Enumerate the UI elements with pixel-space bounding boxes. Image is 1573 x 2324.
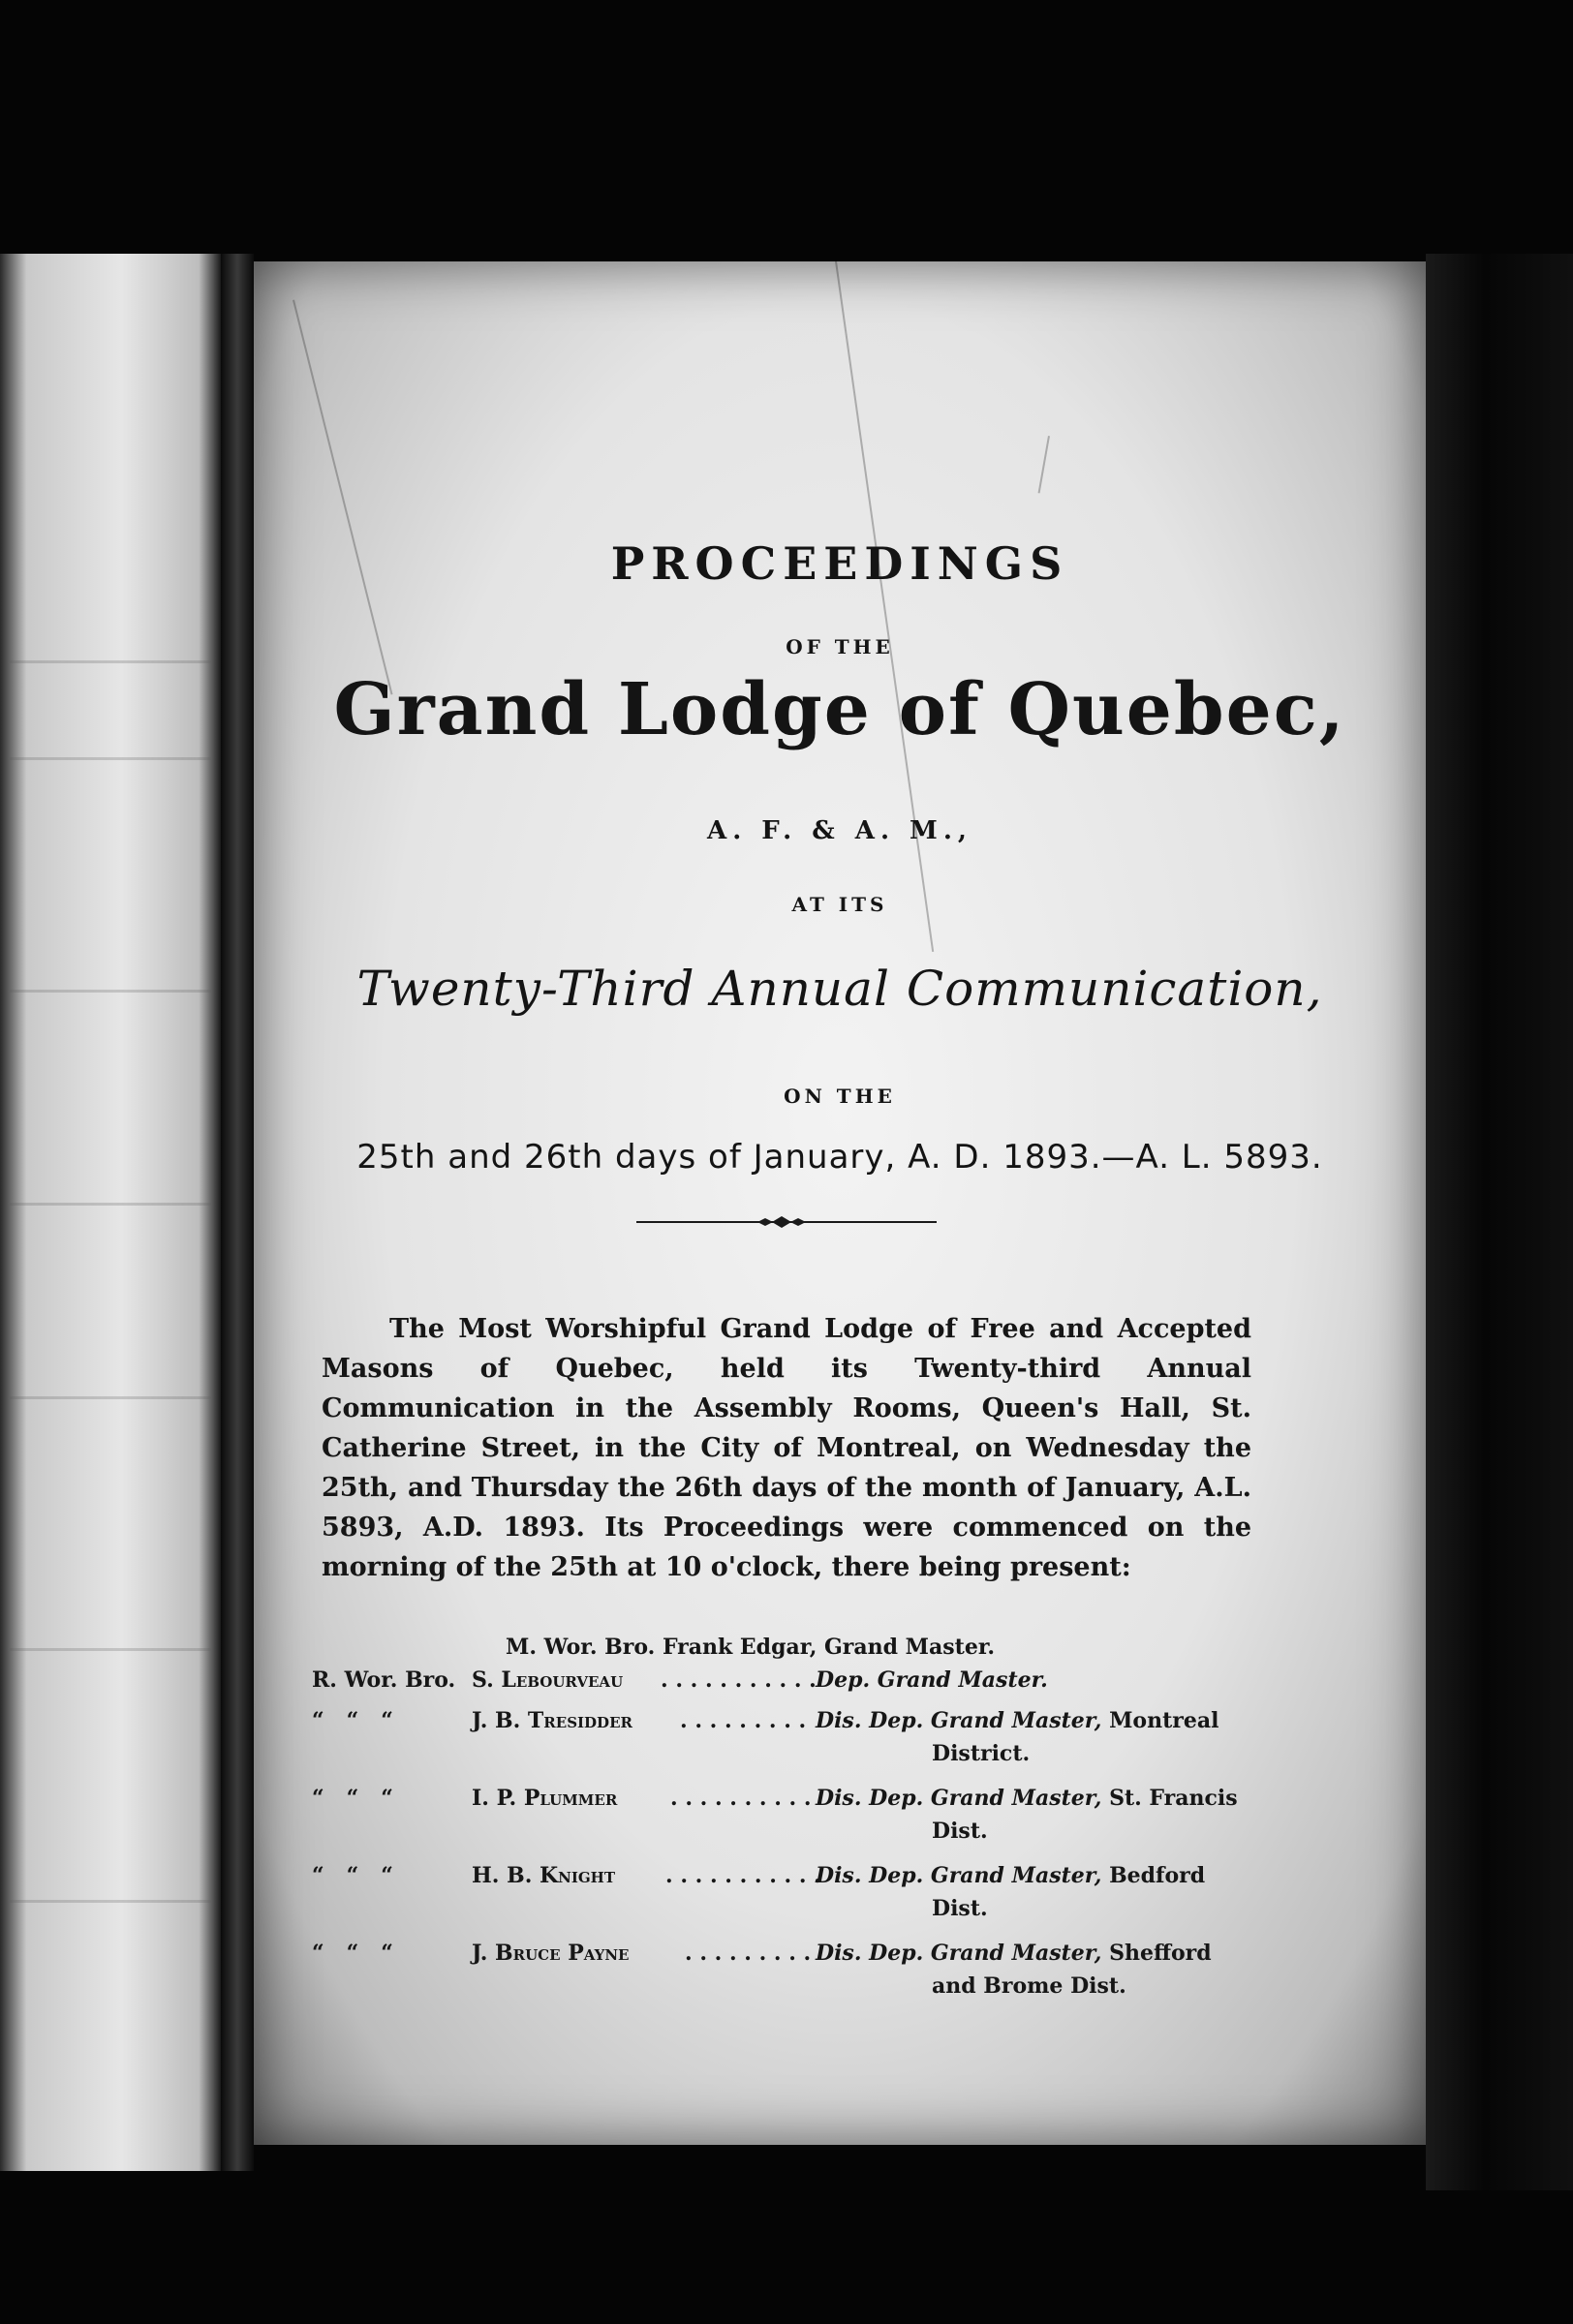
officer-prefix: R. Wor. Bro. bbox=[312, 1667, 456, 1693]
heading-grand-lodge: Grand Lodge of Quebec, bbox=[333, 668, 1346, 751]
officer-name: I. P. Plummer bbox=[472, 1786, 618, 1811]
officers-list bbox=[312, 1635, 1280, 2018]
officer-office-continued: Dist. bbox=[932, 1819, 988, 1844]
officer-name: J. B. Tresidder bbox=[472, 1708, 632, 1733]
officer-row: “ “ “ H. B. Knight . . . . . . . . . . . Dis. Dep. Grand Master, Bedford Dist. bbox=[312, 1863, 1206, 1921]
body-paragraph-text: The Most Worshipful Grand Lodge of Free and Accepted Masons of Quebec, held its Twenty-third Annual Communication in the Assembly Rooms, Queen's Hall, St. Catherine Street, in the City of Montreal, on Wednesday the 25th, and Thursday the 26th days of the month of January, A.L. 5893, A.D. 1893. Its Proceedings were commenced on the morning of the 25th at 10 o'clock, there being present: bbox=[322, 1314, 1251, 1582]
body-paragraph bbox=[322, 1309, 1251, 1587]
officer-office-continued: District. bbox=[932, 1741, 1031, 1766]
document-page bbox=[254, 261, 1426, 2145]
officer-grand-master-text: M. Wor. Bro. Frank Edgar, Grand Master. bbox=[506, 1635, 996, 1660]
heading-communication: Twenty-Third Annual Communication, bbox=[356, 961, 1323, 1017]
heading-on-the: ON THE bbox=[784, 1085, 896, 1108]
heading-dates: 25th and 26th days of January, A. D. 1893.—A. L. 5893. bbox=[356, 1138, 1323, 1177]
heading-of-the: OF THE bbox=[786, 635, 894, 658]
officer-office: Dis. Dep. Grand Master, Bedford bbox=[816, 1863, 1206, 1888]
heading-proceedings: PROCEEDINGS bbox=[610, 537, 1069, 590]
heading-at-its: AT ITS bbox=[791, 893, 888, 916]
book-edge bbox=[1426, 254, 1573, 2190]
page-gutter bbox=[221, 254, 254, 2171]
officer-office: Dis. Dep. Grand Master, Shefford bbox=[816, 1941, 1212, 1966]
officer-office-continued: and Brome Dist. bbox=[932, 1973, 1126, 1999]
heading-rite: A. F. & A. M., bbox=[707, 816, 972, 845]
officer-name: J. Bruce Payne bbox=[472, 1941, 630, 1966]
officer-prefix: “ “ “ bbox=[312, 1863, 393, 1888]
officer-grand-master bbox=[312, 1635, 1280, 1667]
ornament-rule-icon bbox=[636, 1212, 937, 1232]
officer-name: H. B. Knight bbox=[472, 1863, 616, 1888]
officer-row: “ “ “ J. B. Tresidder . . . . . . . . . Dis. Dep. Grand Master, Montreal District. bbox=[312, 1708, 1219, 1766]
left-facing-page bbox=[0, 254, 221, 2171]
officer-prefix: “ “ “ bbox=[312, 1941, 393, 1966]
officer-prefix: “ “ “ bbox=[312, 1786, 393, 1811]
officer-office: Dis. Dep. Grand Master, St. Francis bbox=[816, 1786, 1238, 1811]
officer-office: Dis. Dep. Grand Master, Montreal bbox=[816, 1708, 1219, 1733]
officer-row: “ “ “ J. Bruce Payne . . . . . . . . . Dis. Dep. Grand Master, Shefford and Brome Dist. bbox=[312, 1941, 1212, 1999]
officer-name: S. Lebourveau bbox=[472, 1667, 624, 1693]
officer-row: “ “ “ I. P. Plummer . . . . . . . . . . Dis. Dep. Grand Master, St. Francis Dist. bbox=[312, 1786, 1238, 1844]
officer-office-continued: Dist. bbox=[932, 1896, 988, 1921]
officer-office: Dep. Grand Master. bbox=[816, 1667, 1048, 1693]
officer-prefix: “ “ “ bbox=[312, 1708, 393, 1733]
officer-row: R. Wor. Bro. S. Lebourveau . . . . . . . . . . . Dep. Grand Master. bbox=[312, 1667, 1048, 1693]
